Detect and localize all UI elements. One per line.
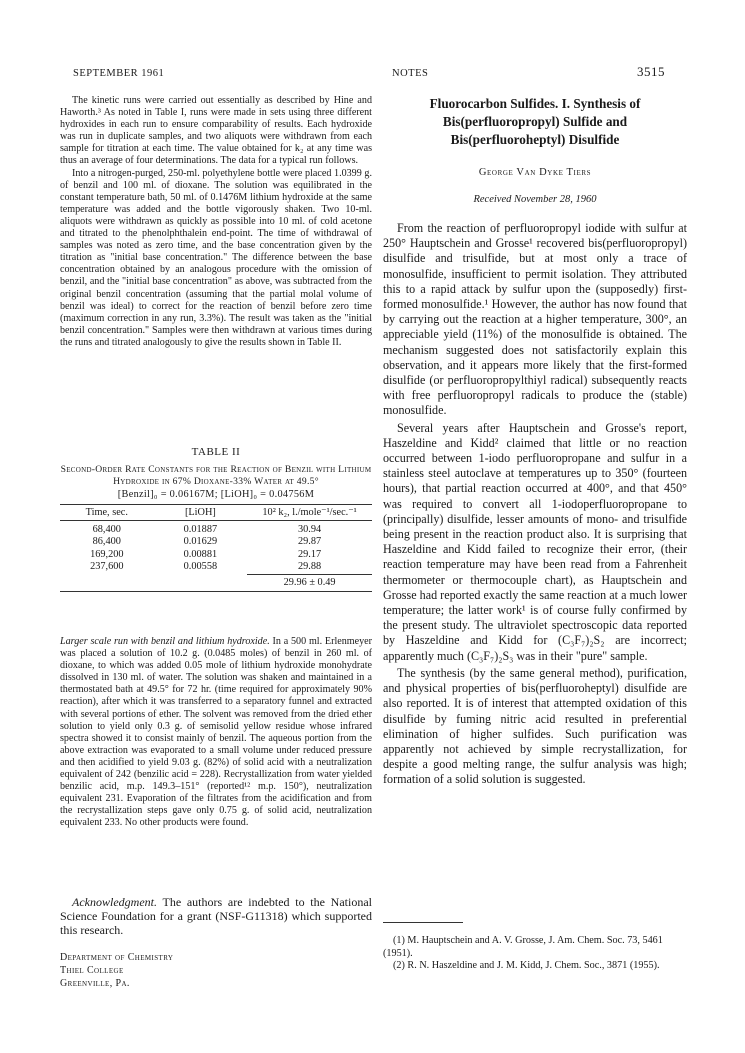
table-cell: 237,600 bbox=[90, 561, 124, 573]
table-cell: 30.94 bbox=[298, 524, 322, 535]
affiliation bbox=[60, 951, 173, 990]
table-cell: 29.17 bbox=[298, 548, 322, 560]
table-row bbox=[60, 549, 372, 561]
column-header: Time, sec. bbox=[60, 505, 154, 521]
author-name: George Van Dyke Tiers bbox=[478, 167, 592, 178]
paragraph: Into a nitrogen-purged, 250-ml. polyethylene bottle were placed 1.0399 g. of benzil and 100 ml. of dioxane. The solution was equilibrated in the constant temperature bath, 50 ml. of 0.1476M lithium hydroxide at the same temperature was added and the bottle vigorously shaken. Two 10-ml. aliquots were withdrawn as quickly as possible into 10 ml. of cold acetone and titrated to the phenolphthalein end-point. The time of withdrawal of samples was noted as zero time, and the base concentration given by the titration as "initial base concentration." The difference between the base concentration obtained by an analogous procedure with the omission of benzil, and the "initial base concentration" as above, was subtracted from the original benzil concentration (assuming that the partial molal volume of benzil was ideal) to correct for the reaction of benzil before zero time (maximum correction in any run, 3.3%). The result was taken as the "initial benzil concentration." Samples were then withdrawn at various times during the runs and titrated analogously to give the results shown in Table II. bbox=[60, 167, 372, 348]
table-ii bbox=[60, 446, 372, 592]
table-conditions: [Benzil]₀ = 0.06167M; [LiOH]₀ = 0.04756M bbox=[117, 489, 315, 500]
received-date: Received November 28, 1960 bbox=[473, 194, 597, 205]
footnote: (2) R. N. Haszeldine and J. M. Kidd, J. Chem. Soc., 3871 (1955). bbox=[393, 960, 660, 971]
table-cell: 0.01887 bbox=[183, 524, 218, 535]
article-body bbox=[383, 221, 687, 788]
table-caption: Second-Order Rate Constants for the Reaction of Benzil with Lithium Hydroxide in 67% Dioxane-33% Water at 49.5° bbox=[60, 464, 372, 487]
paragraph: The synthesis (by the same general method), purification, and physical properties of bis(perfluoroheptyl) disulfide are also reported. It is of interest that attempted oxidation of this disulfide by fuming nitric acid resulted in preferential elimination of higher sulfides. Such purification was apparently not achieved by simple recrystallization, for despite a good melting range, the sulfur analysis was high; formation of a solid solution is suggested. bbox=[383, 665, 687, 787]
table-row bbox=[60, 536, 372, 548]
running-header-date: SEPTEMBER 1961 bbox=[73, 68, 165, 79]
footnote-divider bbox=[383, 922, 463, 923]
affiliation-line: Thiel College bbox=[60, 965, 124, 976]
running-header-section: NOTES bbox=[392, 68, 429, 79]
paragraph: Several years after Hauptschein and Grosse's report, Haszeldine and Kidd² claimed that little or no reaction occurred between 1-iodo perfluoropropane and sulfur in a stainless steel autoclave at temperatures up to 350° (fourteen hours), that partial reaction occurred at 400°, and that 450° was required to convert all 1-iodoperfluoropropane to (principally) disulfide, lesser amounts of mono- and trisulfide being present in the reaction product also. It is surprising that Haszeldine and Kidd failed to recognize their error, (their reaction temperature may have been read from a Fahrenheit thermometer or thermocouple chart), as Hauptschein and Grosse had reported exactly the same reaction at a much lower temperature; the latter work¹ is of course fully confirmed by the present study. The ultraviolet spectroscopic data reported by Haszeldine and Kidd for (C₃F₇)₂S₂ are incorrect; apparently much (C₃F₇)₂S₃ was in their "pure" sample. bbox=[383, 420, 687, 663]
paragraph: The kinetic runs were carried out essentially as described by Hine and Haworth.³ As noted in Table I, runs were made in sets using three different hydroxides in each run to ensure comparability of results. Each hydroxide was run in duplicate samples, and two aliquots were withdrawn from each sample for titration at each time. The value obtained for k₂ at any time was thus an average of four determinations. The data for a typical run follows. bbox=[60, 95, 372, 167]
table-cell: 29.88 bbox=[298, 561, 322, 573]
left-intro bbox=[60, 95, 372, 349]
footnote: (1) M. Hauptschein and A. V. Grosse, J. Am. Chem. Soc. 73, 5461 (1951). bbox=[383, 935, 663, 959]
table-cell: 0.01629 bbox=[183, 536, 218, 548]
affiliation-line: Department of Chemistry bbox=[60, 952, 174, 963]
table-average: 29.96 ± 0.49 bbox=[247, 574, 372, 591]
page-number: 3515 bbox=[637, 64, 665, 79]
article-title: Fluorocarbon Sulfides. I. Synthesis of Bis(perfluoropropyl) Sulfide and Bis(perfluoroheptyl) Disulfide bbox=[429, 96, 641, 147]
table-cell: 29.87 bbox=[298, 536, 322, 548]
paragraph: In a 500 ml. Erlenmeyer was placed a solution of 10.2 g. (0.0485 moles) of benzil in 260 ml. of dioxane, to which was added 0.05 mole of lithium hydroxide monohydrate dissolved in 130 ml. of water. The solution was shaken and maintained in a thermostated bath at 49.5° for 72 hr. (time required for approximately 90% reaction), after which it was transferred to a separatory funnel and extracted with several portions of ether. The solvent was removed from the dried ether solution to yield only 0.3 g. of semisolid yellow residue whose infrared spectra showed it to consist mainly of benzil. The aqueous portion from the above extraction was evaporated to a small volume under reduced pressure and then acidified to yield 9.03 g. (82%) of solid acid with a neutralization equivalent of 242 (benzilic acid = 228). Recrystallization from water yielded benzilic acid, m.p. 149.3–151° (reported¹² m.p. 150°), neutralization equivalent 231. Evaporation of the filtrates from the acidification and from the recrystallization steps gave only 0.75 g. of solid acid, neutralization equivalent 233. No other products were found. bbox=[60, 636, 372, 829]
acknowledgment-text: The authors are indebted to the National Science Foundation for a grant (NSF-G11318) which supported this research. bbox=[60, 895, 372, 937]
table-row bbox=[60, 521, 372, 537]
table-cell: 0.00558 bbox=[183, 561, 218, 573]
table-cell: 169,200 bbox=[90, 548, 124, 560]
acknowledgment-heading: Acknowledgment. bbox=[72, 895, 157, 909]
table-row-average bbox=[60, 574, 372, 591]
affiliation-line: Greenville, Pa. bbox=[60, 978, 130, 989]
column-header: [LiOH] bbox=[154, 505, 248, 521]
table-cell: 0.00881 bbox=[183, 548, 218, 560]
footnotes bbox=[383, 935, 687, 973]
section-heading: Larger scale run with benzil and lithium hydroxide. bbox=[60, 636, 270, 647]
table-cell: 86,400 bbox=[92, 536, 121, 548]
column-header: 10² k₂, l./mole⁻¹/sec.⁻¹ bbox=[247, 505, 372, 521]
table-cell: 68,400 bbox=[92, 524, 121, 535]
rate-constant-table bbox=[60, 504, 372, 592]
acknowledgment bbox=[60, 895, 372, 937]
larger-scale-run bbox=[60, 636, 372, 830]
paragraph: From the reaction of perfluoropropyl iodide with sulfur at 250° Hauptschein and Grosse¹ recovered bis(perfluoropropyl) disulfide and trisulfide, but at most only a trace of monosulfide, insufficient to permit isolation. They attributed this to a rapid attack by sulfur upon the (supposedly) first-formed monosulfide.¹ However, the author has now found that by carrying out the reaction at a higher temperature, 300°, an appreciable yield (11%) of the monosulfide is obtained. The mechanism suggested does not satisfactorily explain this observation, and it appears more likely that the first-formed disulfide (or perfluoropropylthiyl radical) subsequently reacts with free perfluoropropyl radicals to produce the (stable) monosulfide. bbox=[383, 221, 687, 418]
table-row bbox=[60, 561, 372, 574]
table-title: TABLE II bbox=[191, 446, 241, 458]
